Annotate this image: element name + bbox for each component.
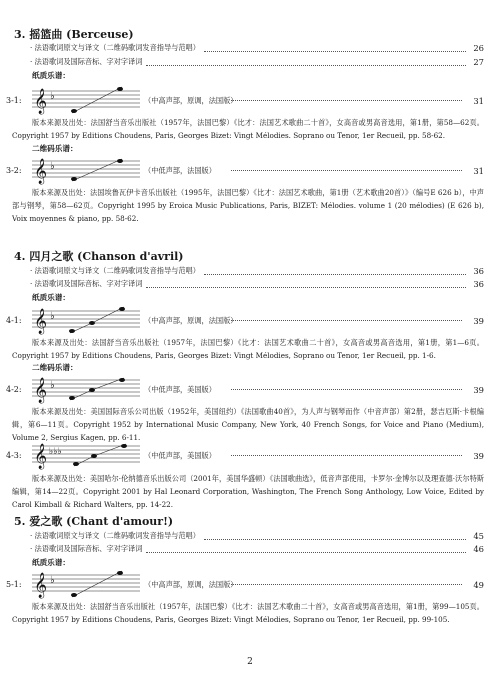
leader-dots — [231, 170, 462, 171]
score-description: （中高声部，原调，法国版） — [144, 316, 238, 325]
music-staff-icon — [32, 155, 142, 185]
key-signature: ♭ — [50, 161, 55, 172]
toc-entry[interactable] — [30, 265, 484, 277]
score-description: （中高声部，原调，法国版） — [144, 96, 238, 105]
score-entry[interactable] — [6, 569, 484, 599]
leader-dots — [231, 455, 462, 456]
toc-entry-text: · 法语歌词原文与译文（二维码歌词发音指导与范唱） — [30, 43, 200, 52]
print-score-label: 纸质乐谱： — [32, 71, 70, 80]
toc-page-number: 46 — [473, 544, 484, 554]
svg-text:𝄞: 𝄞 — [34, 378, 48, 403]
leader-dots — [204, 533, 466, 540]
score-entry[interactable] — [6, 305, 484, 335]
toc-page-number: 45 — [473, 531, 484, 541]
key-signature: ♭ — [50, 91, 55, 102]
source-note: 版本来源及出处：法国舒当音乐出版社（1957年，法国巴黎）《比才：法国艺术歌曲二十首》，女高音或男高音选用，第1册，第58—62页。Copyright 1957 by Editions Choudens, Paris, Georges Bizet: Vingt Mélodies. Soprano ou Tenor, 1er Recueil, pp. 58-62. — [12, 118, 484, 140]
score-page-number: 39 — [473, 385, 484, 395]
music-staff-icon — [32, 440, 142, 470]
key-signature: ♭♭♭ — [49, 447, 62, 457]
page-number: 2 — [247, 657, 253, 667]
score-entry[interactable] — [6, 440, 484, 470]
music-staff-icon — [32, 569, 142, 599]
leader-dots — [146, 281, 466, 288]
score-description: （中高声部，原调，法国版） — [144, 580, 238, 589]
source-note: 版本来源及出处：美国国际音乐公司出版（1952年，美国纽约）《法国歌曲40首》，为人声与钢琴而作（中音声部）第2册，瑟吉厄斯·卡根编辑，第6—11页。Copyright 1952 by International Music Company, New York, 40 French Songs, for Voice and Piano (Medium), Volume 2, Sergius Kagen, pp. 6-11. — [12, 407, 484, 442]
section-title: 3. 摇篮曲 (Berceuse) — [14, 28, 134, 41]
toc-entry[interactable] — [30, 543, 484, 555]
leader-dots — [231, 584, 462, 585]
score-number: 5-1: — [6, 580, 22, 589]
toc-page-number: 27 — [473, 57, 484, 67]
toc-entry-text: · 法语歌词及国际音标、字对字译词 — [30, 544, 143, 553]
score-entry[interactable] — [6, 155, 484, 185]
toc-entry-text: · 法语歌词及国际音标、字对字译词 — [30, 57, 143, 66]
key-signature: ♭ — [50, 380, 55, 391]
svg-text:𝄞: 𝄞 — [34, 573, 48, 598]
leader-dots — [146, 59, 466, 66]
leader-dots — [204, 268, 466, 275]
qr-score-label: 二维码乐谱： — [32, 144, 78, 153]
score-page-number: 39 — [473, 316, 484, 326]
toc-page-number: 36 — [473, 279, 484, 289]
score-page-number: 49 — [473, 580, 484, 590]
toc-entry[interactable] — [30, 56, 484, 68]
svg-text:𝄞: 𝄞 — [34, 444, 48, 469]
toc-entry-text: · 法语歌词原文与译文（二维码歌词发音指导与范唱） — [30, 531, 200, 540]
toc-entry-text: · 法语歌词原文与译文（二维码歌词发音指导与范唱） — [30, 266, 200, 275]
score-page-number: 31 — [473, 96, 484, 106]
source-note: 版本来源及出处：法国埃鲁瓦伊卡音乐出版社（1995年，法国巴黎）《比才：法国艺术歌曲，第1册（艺术歌曲20首）》（编号E 626 b），中声部与钢琴，第58—62页。Copyright 1995 by Eroica Music Publications, Paris, BIZET: Mélodies. volume 1 (20 mélodies) (E 626 b), Voix moyennes & piano, pp. 58-62. — [12, 188, 484, 223]
qr-score-label: 二维码乐谱： — [32, 363, 78, 372]
print-score-label: 纸质乐谱： — [32, 293, 70, 302]
key-signature: ♭ — [50, 575, 55, 586]
section-title: 4. 四月之歌 (Chanson d'avril) — [14, 250, 184, 263]
svg-text:𝄞: 𝄞 — [34, 309, 48, 334]
score-number: 4-2: — [6, 385, 22, 394]
leader-dots — [146, 546, 466, 553]
toc-entry[interactable] — [30, 42, 484, 54]
score-page-number: 31 — [473, 166, 484, 176]
leader-dots — [231, 100, 462, 101]
music-staff-icon — [32, 85, 142, 115]
print-score-label: 纸质乐谱： — [32, 558, 70, 567]
score-description: （中低声部，美国版） — [144, 385, 216, 394]
music-staff-icon — [32, 374, 142, 404]
score-description: （中低声部，美国版） — [144, 451, 216, 460]
score-number: 3-2: — [6, 166, 22, 175]
toc-page-number: 36 — [473, 266, 484, 276]
score-number: 3-1: — [6, 96, 22, 105]
section-title: 5. 爱之歌 (Chant d'amour!) — [14, 515, 174, 528]
music-staff-icon — [32, 305, 142, 335]
svg-text:𝄞: 𝄞 — [34, 159, 48, 184]
source-note: 版本来源及出处：美国哈尔·伦纳德音乐出版公司（2001年，美国华盛顿）《法国歌曲选》，低音声部使用，卡罗尔·金博尔以及理查德·沃尔特斯编辑，第14—22页。Copyright 2001 by Hal Leonard Corporation, Washington, The French Song Anthology, Low Voice, Edited by Carol Kimball & Richard Walters, pp. 14-22. — [12, 474, 484, 509]
leader-dots — [204, 45, 466, 52]
key-signature: ♭ — [50, 311, 55, 322]
leader-dots — [231, 320, 462, 321]
leader-dots — [231, 389, 462, 390]
toc-entry[interactable] — [30, 530, 484, 542]
source-note: 版本来源及出处：法国舒当音乐出版社（1957年，法国巴黎）《比才：法国艺术歌曲二十首》，女高音或男高音选用，第1册，第1—6页。Copyright 1957 by Editions Choudens, Paris, Georges Bizet: Vingt Mélodies, Soprano ou Tenor, 1er Recueil, pp. 1-6. — [12, 338, 484, 360]
score-number: 4-3: — [6, 451, 22, 460]
score-entry[interactable] — [6, 85, 484, 115]
svg-text:𝄞: 𝄞 — [34, 89, 48, 114]
score-description: （中低声部，法国版） — [144, 166, 216, 175]
toc-entry-text: · 法语歌词及国际音标、字对字译词 — [30, 279, 143, 288]
score-number: 4-1: — [6, 316, 22, 325]
toc-entry[interactable] — [30, 278, 484, 290]
toc-page-number: 26 — [473, 43, 484, 53]
score-page-number: 39 — [473, 451, 484, 461]
source-note: 版本来源及出处：法国舒当音乐出版社（1957年，法国巴黎）《比才：法国艺术歌曲二十首》，女高音或男高音选用，第1册，第99—105页。Copyright 1957 by Editions Choudens, Paris, Georges Bizet: Vingt Mélodies, Soprano ou Tenor, 1er Recueil, pp. 99-105. — [12, 602, 484, 624]
score-entry[interactable] — [6, 374, 484, 404]
